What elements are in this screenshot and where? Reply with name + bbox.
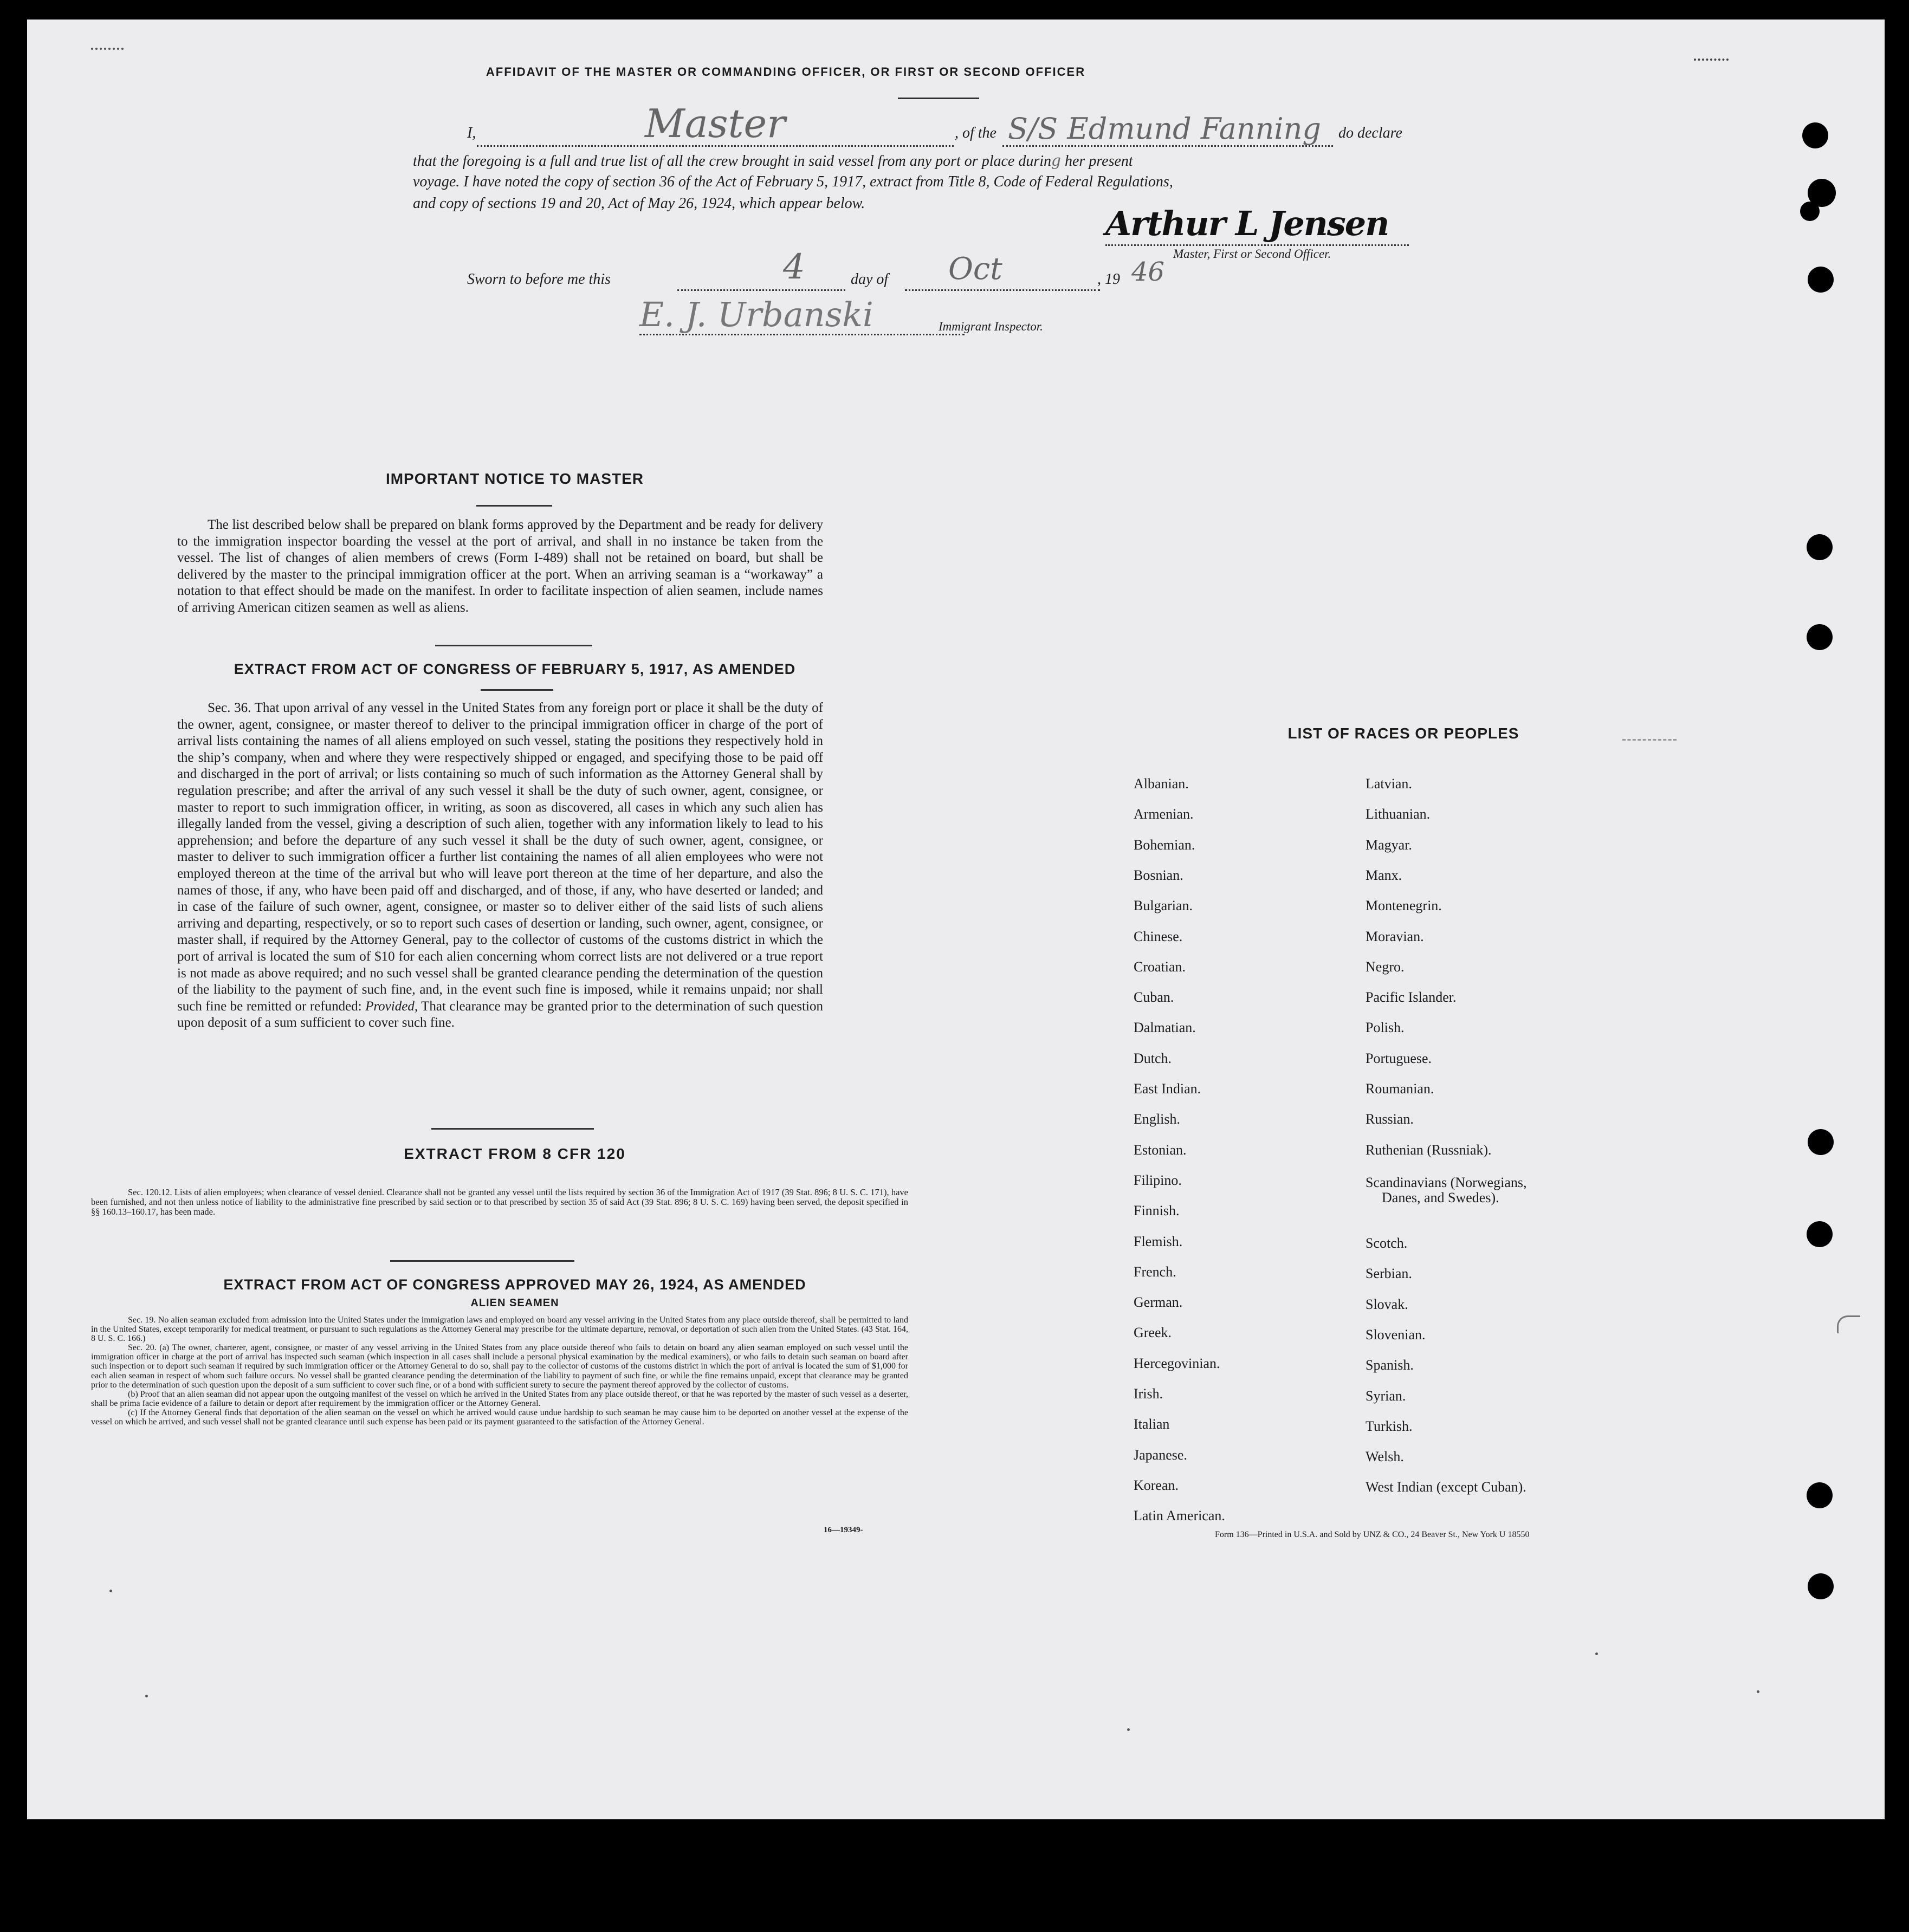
vessel-handwriting: S/S Edmund Fanning (1008, 112, 1321, 146)
binder-hole (1807, 1221, 1833, 1247)
race-item: Japanese. (1134, 1447, 1187, 1463)
signature-line (1105, 244, 1409, 246)
month-line (905, 289, 1100, 291)
race-item: Ruthenian (Russniak). (1366, 1142, 1492, 1158)
act-1924-subtitle: ALIEN SEAMEN (470, 1297, 559, 1309)
sec-19: Sec. 19. No alien seaman excluded from admission into the United States under the immigration laws and employed on board any vessel arriving in the United States from any place outside thereof, shall be permitted to land in the United States, except temporarily for medical treatment, or pursuant to such regulations as the Attorney General may prescribe for the ultimate departure, removal, or deportation of such alien from the United States. (43 Stat. 164, 8 U. S. C. 166.) (91, 1315, 908, 1344)
inspector-line (639, 334, 965, 335)
month-handwriting: Oct (948, 251, 1002, 287)
act-1917-rule (481, 689, 553, 691)
race-item: Russian. (1366, 1111, 1414, 1127)
binder-hole (1807, 1482, 1833, 1508)
race-item: Danes, and Swedes). (1382, 1190, 1499, 1205)
race-item: Italian (1134, 1416, 1170, 1432)
sec-20c: (c) If the Attorney General finds that deportation of the alien seaman on the vessel on which he arrived would cause undue hardship to such seaman he may cause him to be deported on another vessel at the expense of the vessel on which he arrived, and such vessel shall not be granted clearance until such expense has been paid or its payment guaranteed to the satisfaction of the Attorney General. (91, 1408, 908, 1427)
race-item: Portuguese. (1366, 1050, 1432, 1066)
affidavit-title: AFFIDAVIT OF THE MASTER OR COMMANDING OFFICER, OR FIRST OR SECOND OFFICER (486, 65, 1086, 79)
race-item: Chinese. (1134, 928, 1183, 944)
race-item: Negro. (1366, 958, 1405, 975)
race-item: Hercegovinian. (1134, 1355, 1220, 1371)
notice-body: The list described below shall be prepared on blank forms approved by the Department and be ready for delivery to the immigration inspector boarding the vessel at the port of arrival, and shall in no instance be taken from the vessel. The list of changes of alien members of crews (Form I-489) shall not be retained on board, but shall be delivered by the master to the principal immigration officer at the port. When an arriving seaman is a “workaway” a notation to that effect should be made on the manifest. In order to facilitate inspection of alien seamen, include names of arriving American citizen seamen as well as aliens. (177, 517, 823, 615)
cfr-end-rule (390, 1260, 574, 1262)
act-1917-end-rule (431, 1128, 594, 1130)
day-line (677, 289, 845, 291)
form-footer: Form 136—Printed in U.S.A. and Sold by UNZ & CO., 24 Beaver St., New York U 18550 (1215, 1530, 1530, 1539)
form-page (27, 20, 1885, 1819)
of-the-label: , of the (955, 125, 996, 141)
master-signature: Arthur L Jensen (1105, 204, 1389, 243)
race-item: Slovak. (1366, 1296, 1408, 1312)
sworn-label: Sworn to before me this (467, 271, 611, 288)
signature-caption: Master, First or Second Officer. (1173, 247, 1331, 261)
race-item: Manx. (1366, 867, 1402, 883)
race-item: Turkish. (1366, 1418, 1413, 1434)
race-item: Polish. (1366, 1020, 1405, 1036)
binder-hole (1807, 624, 1833, 650)
binder-hole (1807, 534, 1833, 560)
affidavit-line-2: that the foregoing is a full and true list of all the crew brought in said vessel from any port or place during her present (413, 152, 1133, 170)
act-1924-title: EXTRACT FROM ACT OF CONGRESS APPROVED MAY 26, 1924, AS AMENDED (223, 1276, 806, 1293)
race-item: East Indian. (1134, 1081, 1201, 1097)
margin-dash (1622, 739, 1677, 742)
race-item: Albanian. (1134, 776, 1189, 792)
speck (1757, 1690, 1759, 1693)
rank-handwriting: Master (645, 101, 786, 146)
binder-hole (1800, 202, 1820, 221)
race-item: Filipino. (1134, 1172, 1182, 1188)
race-item: Dutch. (1134, 1050, 1172, 1066)
race-item: Armenian. (1134, 806, 1194, 822)
race-item: Croatian. (1134, 958, 1186, 975)
sec-20b: (b) Proof that an alien seaman did not appear upon the outgoing manifest of the vessel on which he arrived in the United States from any place outside thereof, or that he was reported by the master of such vessel as a deserter, shall be prima facie evidence of a failure to detain or deport after requirement by the immigration officer or the Attorney General. (91, 1389, 908, 1408)
notice-end-rule (435, 645, 592, 646)
speck (145, 1695, 148, 1697)
race-item: Syrian. (1366, 1388, 1406, 1404)
race-item: French. (1134, 1263, 1176, 1280)
race-item: Dalmatian. (1134, 1020, 1196, 1036)
race-item: Lithuanian. (1366, 806, 1431, 822)
speck (1595, 1652, 1598, 1655)
race-item: Cuban. (1134, 989, 1174, 1006)
inspector-caption: Immigrant Inspector. (939, 320, 1043, 333)
affidavit-i-label: I, (467, 125, 476, 141)
affidavit-line-3: voyage. I have noted the copy of section 36 of the Act of February 5, 1917, extract from Title 8, Code of Federal Regulations, (413, 173, 1173, 190)
race-item: Moravian. (1366, 928, 1424, 944)
day-handwriting: 4 (783, 247, 805, 287)
binder-hole (1802, 122, 1828, 148)
affidavit-line-4: and copy of sections 19 and 20, Act of May 26, 1924, which appear below. (413, 195, 865, 212)
binder-hole (1808, 267, 1834, 293)
binder-hole (1808, 1129, 1834, 1155)
notice-rule (476, 505, 552, 507)
inspector-signature: E. J. Urbanski (639, 295, 873, 334)
race-item: Scandinavians (Norwegians, (1366, 1175, 1527, 1190)
act-1917-body: Sec. 36. That upon arrival of any vessel in the United States from any foreign port or place it shall be the duty of the owner, agent, consignee, or master thereof to deliver to the principal immigration officer in charge of the port of arrival lists containing the names of all aliens employed on such vessel, stating the positions they respectively hold in the ship’s company, when and where they were respectively shipped or engaged, and specifying those to be paid off and discharged in the port of arrival; or lists containing so much of such information as the Attorney General shall by regulation prescribe; and after the arrival of any such vessel it shall be the duty of such owner, agent, consignee, or master to report to such immigration officer, in writing, as soon as discovered, all cases in which any such alien has illegally landed from the vessel, giving a description of such alien, together with any information likely to lead to his apprehension; and before the departure of any such vessel it shall be the duty of such owner, agent, consignee, or master to deliver to such immigration officer a further list containing the names of all alien employees who were not employed thereon at the time of the arrival but who will leave port thereon at the time of her departure, and also the names of those, if any, who have been paid off and discharged, and of those, if any, who have deserted or landed; and in case of the failure of such owner, agent, consignee, or master so to deliver either of the said lists of such aliens arriving and departing, respectively, or so to report such cases of desertion or landing, such owner, agent, consignee, or master shall, if required by the Attorney General, pay to the collector of customs of the customs district in which the port of arrival is located the sum of $10 for each alien concerning whom correct lists are not delivered or a true report is not made as above required; and no such vessel shall be granted clearance pending the determination of the question of the liability to the payment of such fine, and, in the event such fine is imposed, while it remains unpaid; nor shall such fine be remitted or refunded: Provided, That clearance may be granted prior to the determination of such question upon deposit of a sum sufficient to cover such fine. (177, 701, 824, 1030)
race-item: Bulgarian. (1134, 898, 1193, 914)
race-item: Latvian. (1366, 776, 1412, 792)
edge-mark (1837, 1315, 1860, 1333)
race-item: Greek. (1134, 1325, 1172, 1341)
year-handwriting: 46 (1131, 257, 1165, 287)
race-item: Spanish. (1366, 1357, 1414, 1373)
top-left-mark (91, 48, 124, 52)
speck (109, 1590, 112, 1592)
act-1924-body (91, 1315, 908, 1427)
race-item: Pacific Islander. (1366, 989, 1457, 1006)
race-item: Bosnian. (1134, 867, 1183, 883)
binder-hole (1808, 1573, 1834, 1599)
race-item: Estonian. (1134, 1142, 1187, 1158)
race-item: Slovenian. (1366, 1326, 1426, 1343)
race-item: English. (1134, 1111, 1180, 1127)
race-item: Roumanian. (1366, 1081, 1434, 1097)
day-of-label: day of (851, 271, 889, 288)
title-rule (898, 98, 979, 99)
race-item: Irish. (1134, 1386, 1163, 1402)
race-item: Finnish. (1134, 1203, 1180, 1219)
race-item: Welsh. (1366, 1449, 1404, 1465)
cfr-title: EXTRACT FROM 8 CFR 120 (404, 1145, 626, 1162)
speck (1127, 1728, 1130, 1731)
race-item: Serbian. (1366, 1266, 1412, 1282)
race-item: West Indian (except Cuban). (1366, 1479, 1526, 1495)
cfr-body: Sec. 120.12. Lists of alien employees; when clearance of vessel denied. Clearance shall not be granted any vessel until the lists required by section 36 of the Immigration Act of 1917 (39 Stat. 896; 8 U. S. C. 171), have been furnished, and not then unless notice of liability to the administrative fine prescribed by said section or to that prescribed by section 35 of said Act (39 Stat. 896; 8 U. S. C. 169) having been served, the deposit specified in §§ 160.13–160.17, has been made. (91, 1187, 908, 1217)
race-item: Bohemian. (1134, 837, 1195, 853)
race-item: Magyar. (1366, 837, 1412, 853)
race-item: Scotch. (1366, 1235, 1408, 1251)
top-right-mark (1694, 59, 1729, 63)
races-title: LIST OF RACES OR PEOPLES (1287, 725, 1519, 742)
form-code: 16—19349- (824, 1526, 863, 1534)
notice-title: IMPORTANT NOTICE TO MASTER (385, 470, 644, 487)
race-item: Montenegrin. (1366, 898, 1442, 914)
race-item: Flemish. (1134, 1233, 1183, 1249)
race-item: Latin American. (1134, 1508, 1225, 1524)
act-1917-title: EXTRACT FROM ACT OF CONGRESS OF FEBRUARY 5, 1917, AS AMENDED (234, 661, 796, 677)
year-printed: , 19 (1097, 271, 1120, 288)
race-item: Korean. (1134, 1477, 1179, 1493)
race-item: German. (1134, 1294, 1183, 1311)
declare-label: do declare (1338, 125, 1402, 141)
sec-20a: Sec. 20. (a) The owner, charterer, agent, consignee, or master of any vessel arriving in the United States from any place outside thereof who fails to detain on board any alien seaman employed on such vessel until the immigration officer in charge at the port of arrival has inspected such seaman (which inspection in all cases shall include a personal physical examination by the medical examiners), or who fails to detain such seaman on board after such inspection or to deport such seaman if required by such immigration officer or the Attorney General to do so, shall pay to the collector of customs of the customs district in which the port of arrival is located the sum of $1,000 for each alien seaman in respect of whom such failure occurs. No vessel shall be granted clearance pending the determination of the liability to payment of such fine, or while the fine remains unpaid, except that clearance may be granted prior to the determination of such question upon the deposit of a sum sufficient to cover such fine, or of a bond with sufficient surety to secure the payment thereof approved by the collector of customs. (91, 1343, 908, 1390)
